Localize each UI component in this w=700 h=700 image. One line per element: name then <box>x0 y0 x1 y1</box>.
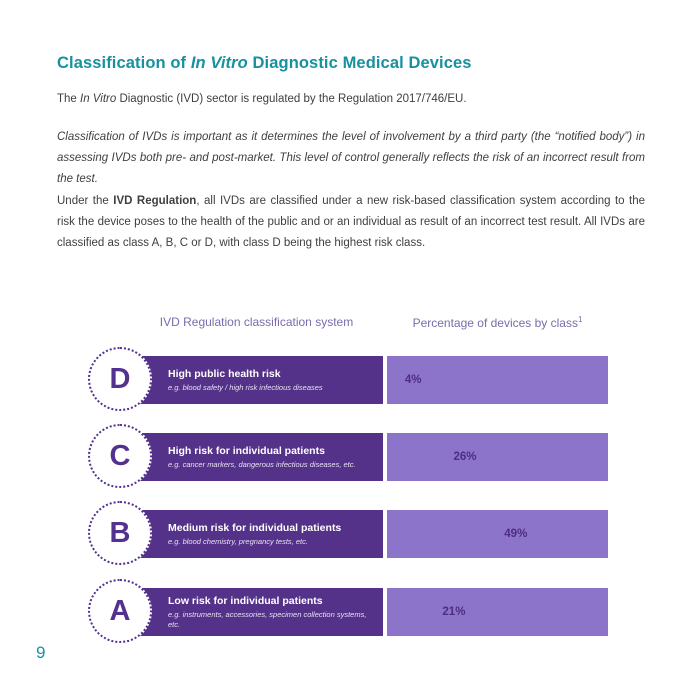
class-b-circle <box>88 501 152 565</box>
ivd-regulation-paragraph: Under the IVD Regulation, all IVDs are classified under a new risk-based classification system according to the risk the device poses to the health of the public and or an individual as result of an incorrect test result. All IVDs are classified as class A, B, C or D, with class D being the highest risk class. <box>57 195 646 249</box>
class-a-letter: A <box>109 594 131 627</box>
class-d-risk-title: High public health risk <box>168 367 281 380</box>
class-a-circle <box>88 579 152 643</box>
class-c-risk-examples: e.g. cancer markers, dangerous infectious diseases, etc. <box>168 459 356 469</box>
class-a-risk-box <box>140 588 383 636</box>
class-d-percentage-label: 4% <box>404 374 422 386</box>
classification-importance-paragraph: Classification of IVDs is important as it determines the level of involvement by a third party (the “notified body”) in assessing IVDs both pre- and post-market. This level of control generally reflects the risk of an incorrect result from the test. <box>57 131 645 185</box>
class-b-percentage-bar <box>387 510 608 558</box>
class-b-risk-title: Medium risk for individual patients <box>168 521 342 534</box>
class-d-percentage-bar <box>387 356 608 404</box>
class-c-circle <box>88 424 152 488</box>
class-c-percentage-label: 26% <box>453 451 477 463</box>
class-b-risk-examples: e.g. blood chemistry, pregnancy tests, etc. <box>168 536 308 546</box>
class-row-d <box>88 356 612 404</box>
class-a-risk-title: Low risk for individual patients <box>168 594 323 607</box>
class-b-risk-box <box>140 510 383 558</box>
class-d-circle <box>88 347 152 411</box>
footnote-marker: 1 <box>577 315 583 324</box>
class-a-percentage-label: 21% <box>442 606 466 618</box>
class-c-risk-box <box>140 433 383 481</box>
class-a-percentage-bar <box>387 588 608 636</box>
class-c-letter: C <box>109 439 131 472</box>
class-d-risk-box <box>140 356 383 404</box>
classification-system-header: IVD Regulation classification system <box>159 315 354 329</box>
class-row-c <box>88 433 612 481</box>
class-a-risk-examples: e.g. instruments, accessories, specimen collection systems, etc. <box>168 609 367 629</box>
class-c-risk-title: High risk for individual patients <box>168 444 325 457</box>
class-row-a <box>88 588 612 636</box>
class-d-risk-examples: e.g. blood safety / high risk infectious diseases <box>168 382 323 392</box>
percentage-header: Percentage of devices by class$^1$ <box>412 315 583 330</box>
class-c-percentage-bar <box>387 433 608 481</box>
class-b-percentage-label: 49% <box>504 528 528 540</box>
class-b-letter: B <box>109 516 131 549</box>
page-title: Classification of In Vitro Diagnostic Medical Devices <box>57 54 472 72</box>
class-row-b <box>88 510 612 558</box>
class-d-letter: D <box>109 362 131 395</box>
intro-paragraph: The In Vitro Diagnostic (IVD) sector is regulated by the Regulation 2017/746/EU. <box>57 93 467 105</box>
page-number: 9 <box>36 643 46 662</box>
